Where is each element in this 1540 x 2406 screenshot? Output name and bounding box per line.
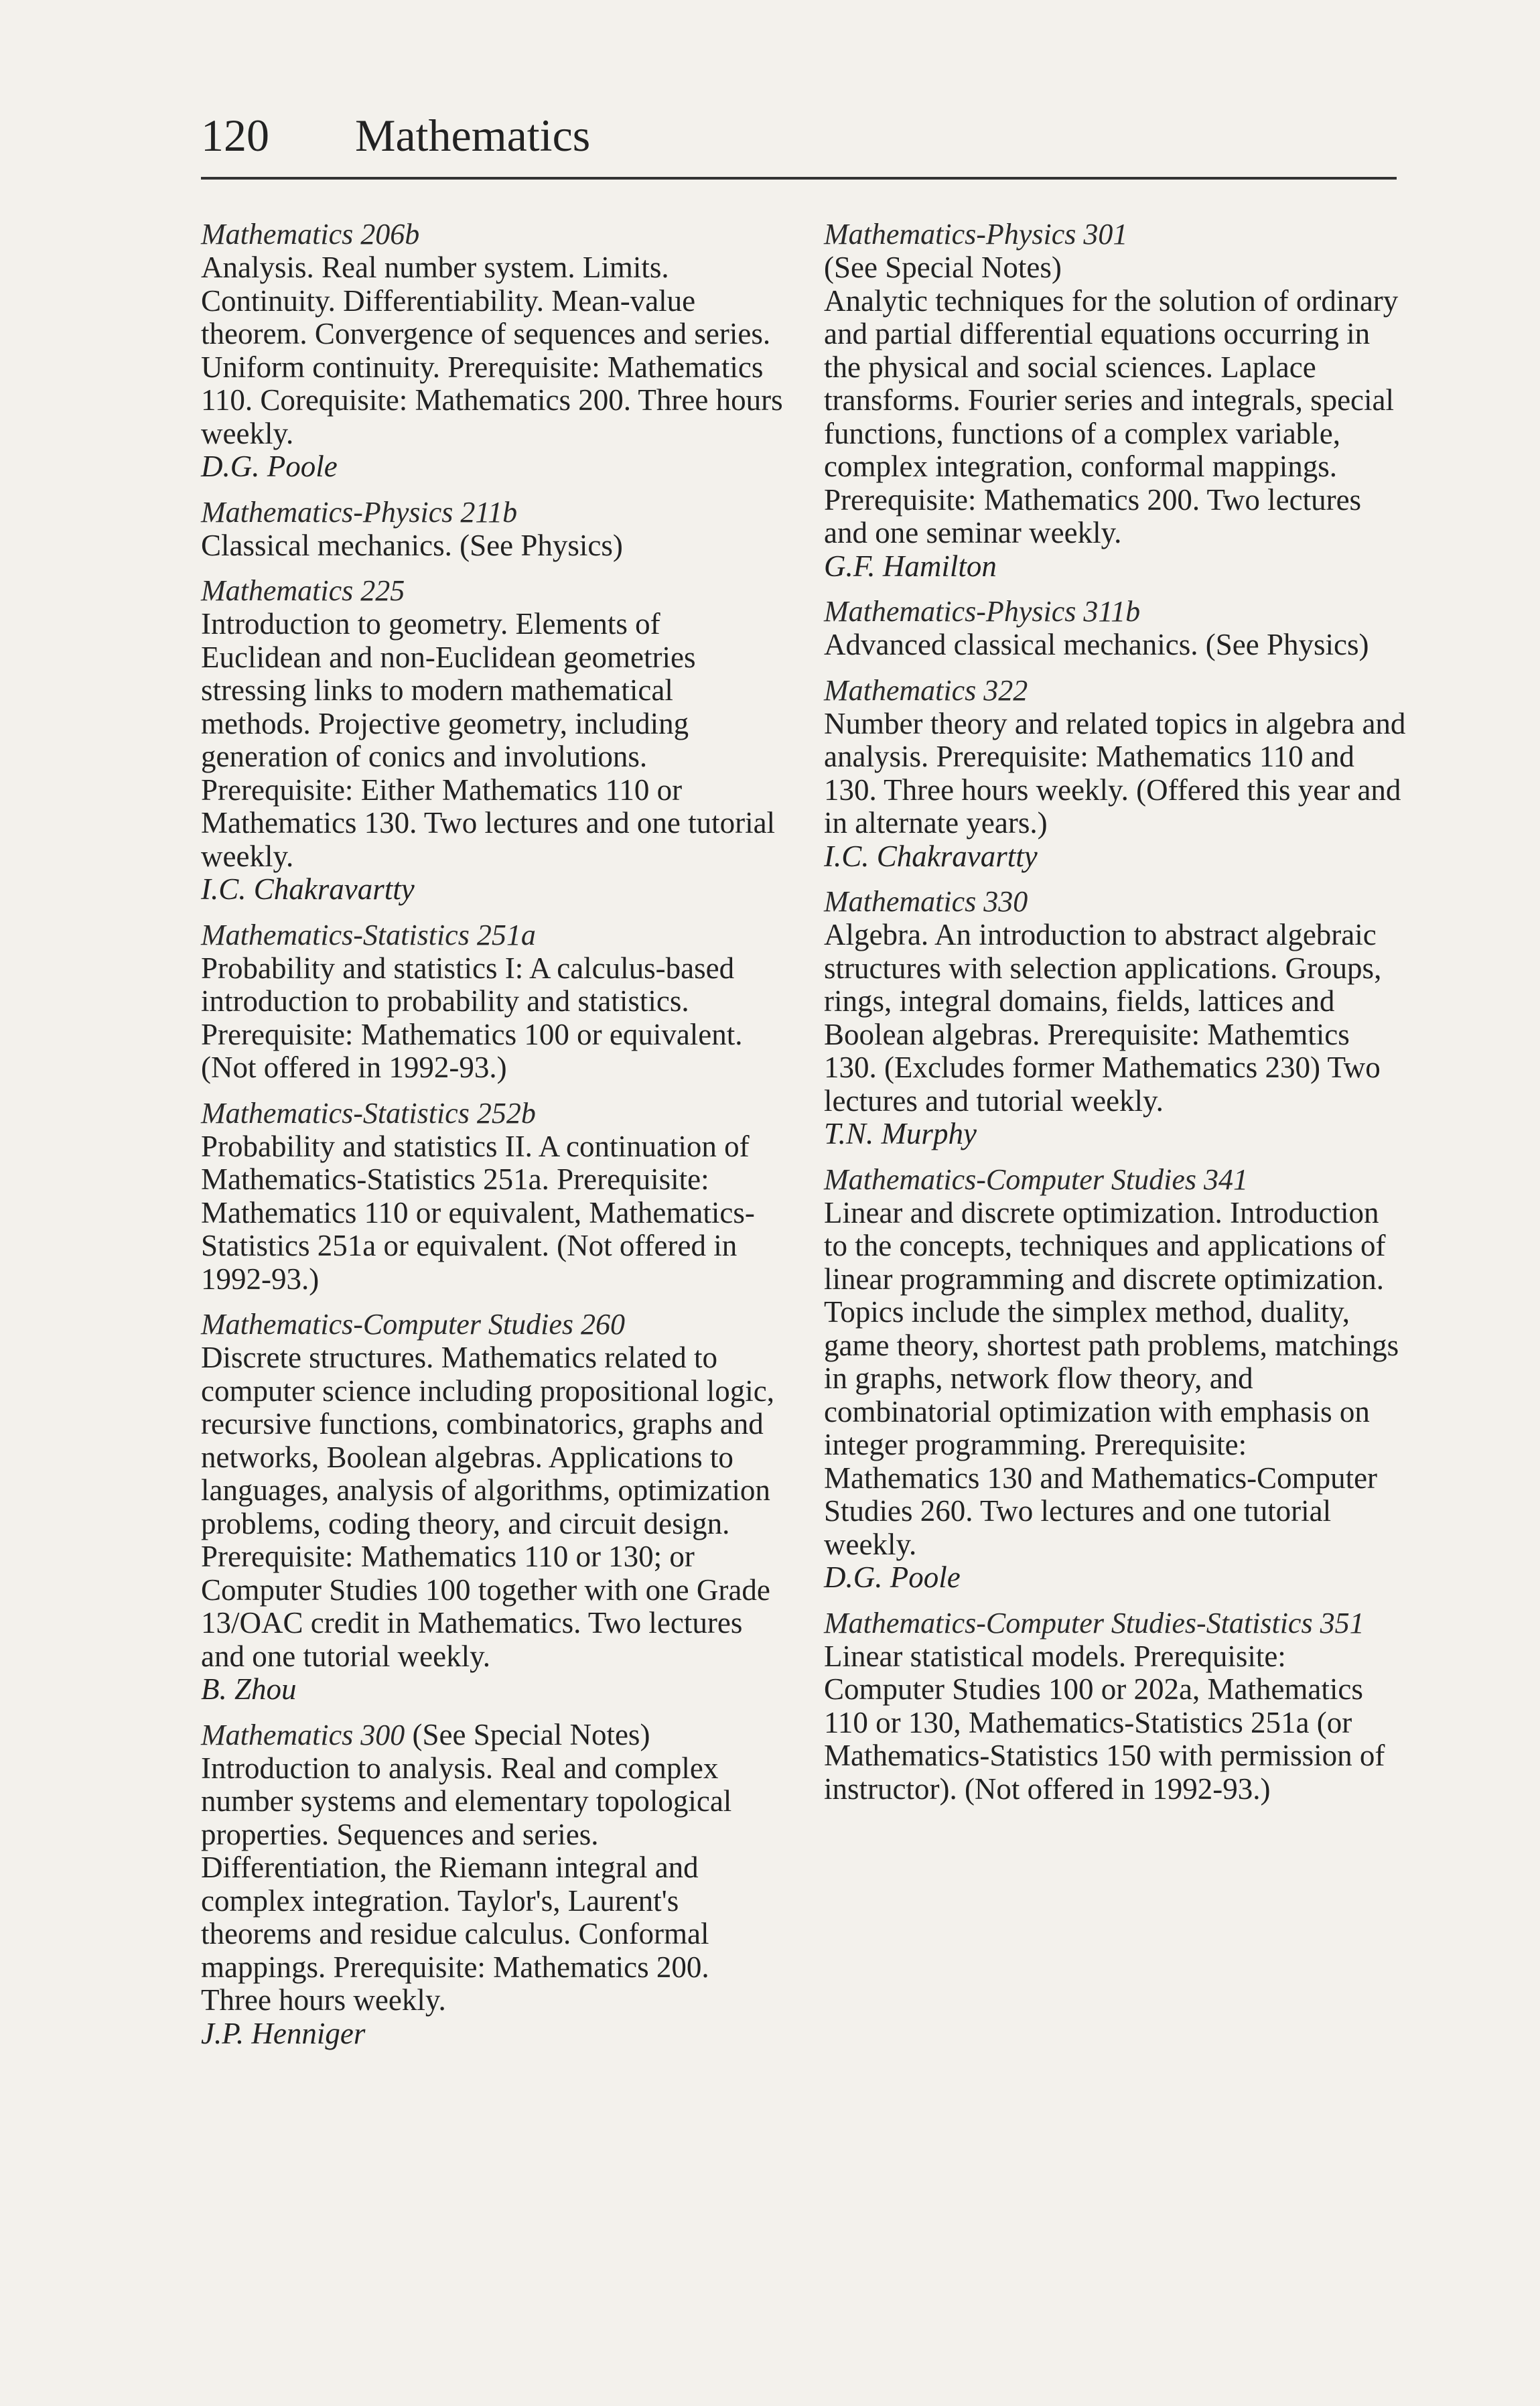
course-instructor: I.C. Chakravartty [824, 839, 1038, 873]
course-description: Analysis. Real number system. Limits. Continuity. Differentiability. Mean-value theorem. Convergence of sequences and series. Uniform continuity. Prerequisite: Mathematics 110. Corequisite: Mathematics 200. Three hours weekly. [201, 251, 783, 450]
course-description: Classical mechanics. (See Physics) [201, 528, 623, 562]
course-title: Mathematics-Computer Studies 260 [201, 1308, 626, 1341]
course-title: Mathematics 322 [824, 673, 1028, 707]
course-note: (See Special Notes) [824, 251, 1062, 284]
course-description: Introduction to analysis. Real and complex number systems and elementary topological properties. Sequences and series. Differentiation, the Riemann integral and complex integration. Taylor's, Laurent's theorems and residue calculus. Conformal mappings. Prerequisite: Mathematics 200. Three hours weekly. [201, 1751, 732, 2017]
course-title: Mathematics-Statistics 251a [201, 918, 536, 951]
page-title: Mathematics [355, 110, 591, 161]
course-title: Mathematics 300 [201, 1718, 405, 1751]
course-entry [824, 885, 1407, 1151]
course-description: Introduction to geometry. Elements of Euclidean and non-Euclidean geometries stressing links to modern mathematical methods. Projective geometry, including generation of conics and involutions. Prerequisite: Either Mathematics 110 or Mathematics 130. Two lectures and one tutorial weekly. [201, 607, 776, 873]
course-title: Mathematics-Computer Studies-Statistics 351 [824, 1606, 1364, 1640]
course-entry [201, 496, 784, 563]
course-title: Mathematics-Physics 211b [201, 495, 518, 529]
page-header [201, 110, 591, 161]
course-title: Mathematics 206b [201, 218, 420, 251]
course-description: Algebra. An introduction to abstract algebraic structures with selection applications. Groups, rings, integral domains, fields, lattices and Boolean algebras. Prerequisite: Mathemtics 130. (Excludes former Mathematics 230) Two lectures and tutorial weekly. [824, 918, 1382, 1118]
course-title: Mathematics-Physics 311b [824, 595, 1141, 628]
header-rule [201, 177, 1397, 180]
course-instructor: D.G. Poole [824, 1560, 961, 1594]
course-instructor: B. Zhou [201, 1672, 297, 1706]
course-instructor: T.N. Murphy [824, 1117, 977, 1150]
course-note: (See Special Notes) [412, 1717, 650, 1751]
right-column [824, 218, 1407, 1818]
course-instructor: D.G. Poole [201, 450, 338, 483]
course-description: Probability and statistics I: A calculus-based introduction to probability and statistics. Prerequisite: Mathematics 100 or equivalent. (Not offered in 1992-93.) [201, 951, 743, 1084]
course-entry [824, 595, 1407, 662]
course-title: Mathematics 330 [824, 885, 1028, 918]
course-entry [824, 1607, 1407, 1806]
course-entry [201, 1308, 784, 1707]
course-entry [201, 218, 784, 484]
course-entry [824, 674, 1407, 874]
course-entry [201, 919, 784, 1085]
course-title: Mathematics-Computer Studies 341 [824, 1162, 1249, 1196]
course-instructor: G.F. Hamilton [824, 549, 997, 583]
course-title: Mathematics 225 [201, 574, 405, 607]
course-entry [201, 1097, 784, 1296]
course-description: Number theory and related topics in algebra and analysis. Prerequisite: Mathematics 110 and 130. Three hours weekly. (Offered this year and in alternate years.) [824, 706, 1406, 840]
course-description: Discrete structures. Mathematics related to computer science including propositional logic, recursive functions, combinatorics, graphs and networks, Boolean algebras. Applications to languages, analysis of algorithms, optimization problems, coding theory, and circuit design. Prerequisite: Mathematics 110 or 130; or Computer Studies 100 together with one Grade 13/OAC credit in Mathematics. Two lectures and one tutorial weekly. [201, 1341, 775, 1673]
course-entry [201, 1719, 784, 2051]
course-entry [824, 218, 1407, 583]
course-description: Linear statistical models. Prerequisite: Computer Studies 100 or 202a, Mathematics 110 or 130, Mathematics-Statistics 251a (or Mathematics-Statistics 150 with permission of instructor). (Not offered in 1992-93.) [824, 1639, 1385, 1806]
course-description: Probability and statistics II. A continuation of Mathematics-Statistics 251a. Prerequisite: Mathematics 110 or equivalent, Mathematics-Statistics 251a or equivalent. (Not offered in 1992-93.) [201, 1129, 755, 1296]
course-title: Mathematics-Statistics 252b [201, 1096, 536, 1130]
course-description: Advanced classical mechanics. (See Physics) [824, 628, 1369, 661]
course-instructor: I.C. Chakravartty [201, 872, 415, 906]
course-instructor: J.P. Henniger [201, 2016, 366, 2050]
page-number: 120 [201, 110, 269, 161]
course-description: Analytic techniques for the solution of ordinary and partial differential equations occurring in the physical and social sciences. Laplace transforms. Fourier series and integrals, special functions, functions of a complex variable, complex integration, conformal mappings. Prerequisite: Mathematics 200. Two lectures and one seminar weekly. [824, 283, 1399, 549]
course-title: Mathematics-Physics 301 [824, 218, 1128, 251]
course-description: Linear and discrete optimization. Introduction to the concepts, techniques and applications of linear programming and discrete optimization. Topics include the simplex method, duality, game theory, shortest path problems, matchings in graphs, network flow theory, and combinatorial optimization with emphasis on integer programming. Prerequisite: Mathematics 130 and Mathematics-Computer Studies 260. Two lectures and one tutorial weekly. [824, 1195, 1399, 1561]
left-column [201, 218, 784, 2062]
course-entry [201, 574, 784, 907]
course-entry [824, 1163, 1407, 1595]
